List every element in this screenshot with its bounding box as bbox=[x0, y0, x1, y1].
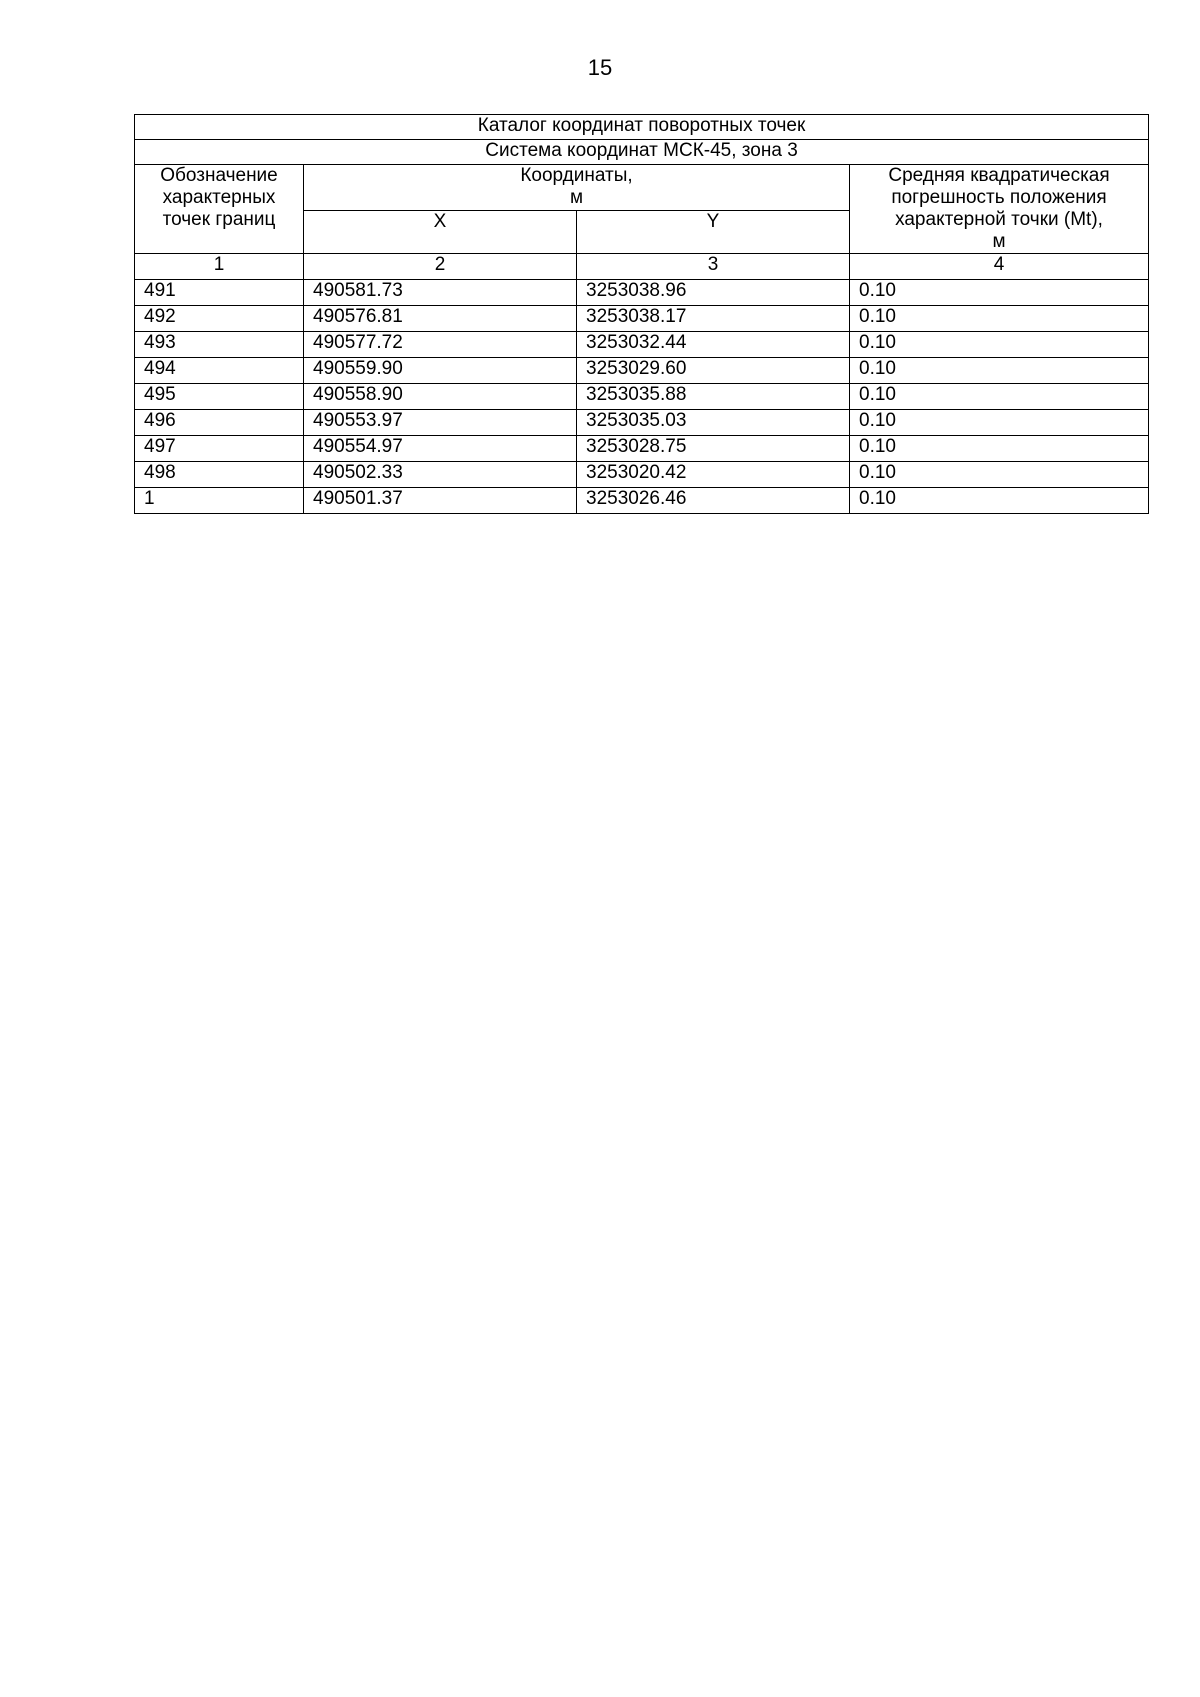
table-subtitle: Система координат МСК-45, зона 3 bbox=[135, 140, 1149, 165]
cell-mt: 0.10 bbox=[850, 410, 1149, 436]
cell-y: 3253038.96 bbox=[577, 280, 850, 306]
cell-mt: 0.10 bbox=[850, 280, 1149, 306]
cell-x: 490559.90 bbox=[304, 358, 577, 384]
cell-point: 497 bbox=[135, 436, 304, 462]
table-title: Каталог координат поворотных точек bbox=[135, 115, 1149, 140]
column-number: 1 bbox=[135, 254, 304, 280]
header-point-designation: Обозначение характерных точек границ bbox=[135, 165, 304, 254]
column-number: 3 bbox=[577, 254, 850, 280]
cell-mt: 0.10 bbox=[850, 462, 1149, 488]
cell-mt: 0.10 bbox=[850, 488, 1149, 514]
column-number: 2 bbox=[304, 254, 577, 280]
table-row bbox=[135, 358, 1149, 384]
cell-x: 490501.37 bbox=[304, 488, 577, 514]
header-mean-square-error bbox=[850, 165, 1149, 254]
cell-x: 490558.90 bbox=[304, 384, 577, 410]
table-row bbox=[135, 410, 1149, 436]
table-title-row bbox=[135, 115, 1149, 140]
cell-point: 494 bbox=[135, 358, 304, 384]
cell-mt: 0.10 bbox=[850, 358, 1149, 384]
header-coordinates-label: Координаты, bbox=[520, 165, 633, 186]
header-error-unit: м bbox=[992, 231, 1006, 252]
cell-mt: 0.10 bbox=[850, 384, 1149, 410]
cell-y: 3253020.42 bbox=[577, 462, 850, 488]
header-x: X bbox=[304, 210, 577, 254]
column-number: 4 bbox=[850, 254, 1149, 280]
table-row bbox=[135, 436, 1149, 462]
cell-point: 493 bbox=[135, 332, 304, 358]
cell-x: 490553.97 bbox=[304, 410, 577, 436]
table-subtitle-row bbox=[135, 140, 1149, 165]
header-error-label: Средняя квадратическая погрешность положения характерной точки (Mt), bbox=[888, 165, 1110, 230]
cell-y: 3253028.75 bbox=[577, 436, 850, 462]
cell-point: 496 bbox=[135, 410, 304, 436]
cell-y: 3253035.03 bbox=[577, 410, 850, 436]
cell-mt: 0.10 bbox=[850, 332, 1149, 358]
cell-point: 498 bbox=[135, 462, 304, 488]
table-row bbox=[135, 488, 1149, 514]
header-row-primary bbox=[135, 165, 1149, 211]
cell-y: 3253032.44 bbox=[577, 332, 850, 358]
table-row bbox=[135, 462, 1149, 488]
cell-y: 3253026.46 bbox=[577, 488, 850, 514]
table-row bbox=[135, 384, 1149, 410]
column-number-row bbox=[135, 254, 1149, 280]
table-row bbox=[135, 306, 1149, 332]
header-coordinates bbox=[304, 165, 850, 211]
table-row bbox=[135, 280, 1149, 306]
table-body bbox=[135, 115, 1149, 514]
cell-x: 490502.33 bbox=[304, 462, 577, 488]
cell-point: 492 bbox=[135, 306, 304, 332]
table-row bbox=[135, 332, 1149, 358]
cell-x: 490581.73 bbox=[304, 280, 577, 306]
header-y: Y bbox=[577, 210, 850, 254]
cell-y: 3253038.17 bbox=[577, 306, 850, 332]
cell-mt: 0.10 bbox=[850, 436, 1149, 462]
cell-point: 495 bbox=[135, 384, 304, 410]
page-number: 15 bbox=[587, 55, 613, 80]
header-coordinates-unit: м bbox=[569, 187, 584, 208]
cell-point: 491 bbox=[135, 280, 304, 306]
cell-point: 1 bbox=[135, 488, 304, 514]
cell-x: 490576.81 bbox=[304, 306, 577, 332]
cell-x: 490554.97 bbox=[304, 436, 577, 462]
coordinates-catalog-table bbox=[134, 114, 1149, 514]
cell-y: 3253029.60 bbox=[577, 358, 850, 384]
cell-x: 490577.72 bbox=[304, 332, 577, 358]
cell-mt: 0.10 bbox=[850, 306, 1149, 332]
cell-y: 3253035.88 bbox=[577, 384, 850, 410]
